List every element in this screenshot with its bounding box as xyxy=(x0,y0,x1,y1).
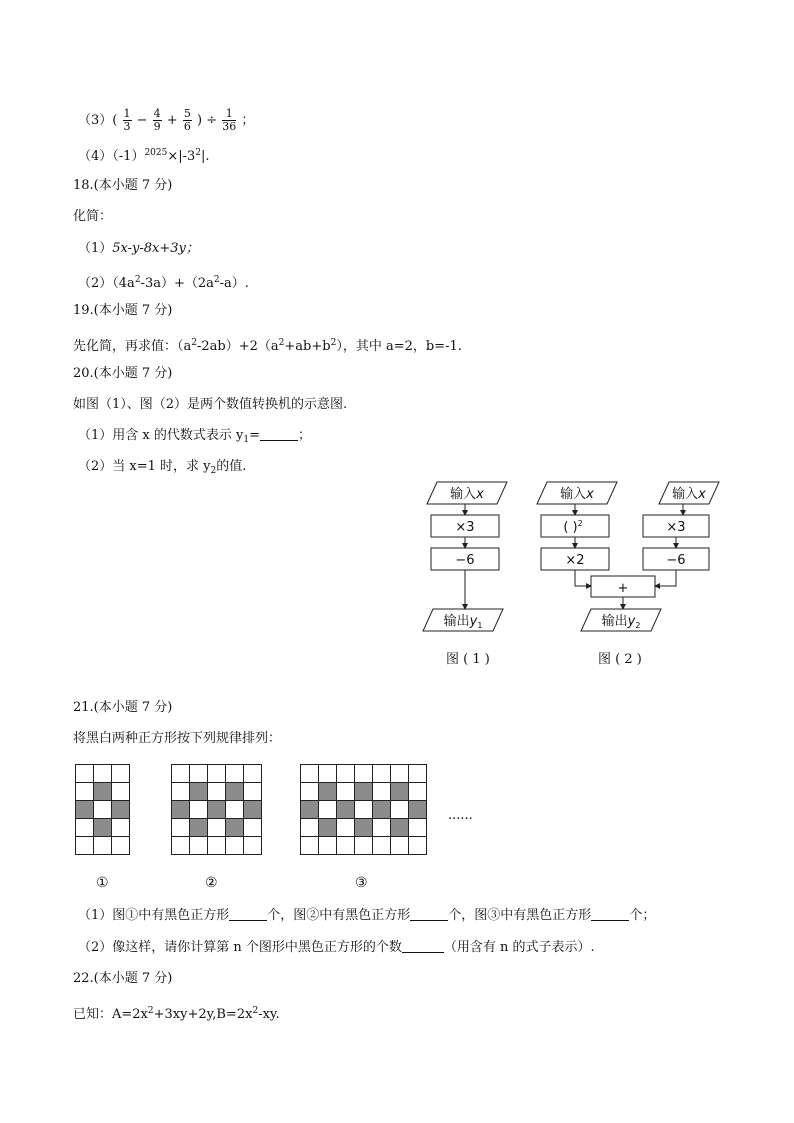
q22-heading: 22.(本小题 7 分) xyxy=(73,971,173,986)
punctuation: ； xyxy=(241,113,255,128)
answer-blank[interactable] xyxy=(402,940,444,953)
q21-intro: 将黑白两种正方形按下列规律排列： xyxy=(73,731,282,746)
part-label: （3） xyxy=(78,113,113,128)
pattern-2 xyxy=(171,764,262,855)
divide-sign: ÷ xyxy=(206,113,218,128)
pattern-3 xyxy=(300,764,427,855)
q18-heading: 18.(本小题 7 分) xyxy=(73,178,173,193)
fig1-caption: 图 ( 1 ) xyxy=(446,652,490,667)
q20-part1: （1）用含 x 的代数式表示 $y_1=$ ； xyxy=(78,428,312,445)
q21-part1: （1）图①中有黑色正方形 个，图②中有黑色正方形 个，图③中有黑色正方形 个； xyxy=(78,908,656,923)
fraction: $\frac{5}{6}$ xyxy=(183,107,191,133)
fig2-caption: 图 ( 2 ) xyxy=(598,652,642,667)
svg-text:+: + xyxy=(617,581,629,596)
svg-text:输入x: 输入x xyxy=(672,487,706,502)
q17-part4: $(4)(-1)^{2025}\times|-3^2|$. xyxy=(78,148,210,164)
fraction: $\frac{1}{36}$ xyxy=(222,107,237,133)
svg-text:输出y1: 输出$y_1$ xyxy=(443,614,483,630)
q18-instruction: 化简： xyxy=(73,209,113,224)
q18-part2: $(2)(4a^2-3a)+(2a^2-a)$. xyxy=(78,275,249,291)
q20-part2: （2）当 x=1 时，求 $y_2$的值. xyxy=(78,459,247,476)
svg-text:输出y2: 输出$y_2$ xyxy=(601,614,641,630)
answer-blank[interactable] xyxy=(229,908,267,921)
q19-text: 先化简，再求值：$(a^2-2ab)+2(a^2+ab+b^2)$，其中 a=2，b=-1. xyxy=(73,338,462,354)
ellipsis: ...... xyxy=(448,808,473,823)
conversion-machine-figures xyxy=(415,478,735,648)
pattern-1-label: ① xyxy=(96,875,109,891)
q22-text: 已知：$A=2x^2+3xy+2y,B=2x^2-xy$. xyxy=(73,1006,280,1022)
q18-part1: （1）5x-y-8x+3y； xyxy=(78,241,199,256)
q19-heading: 19.(本小题 7 分) xyxy=(73,303,173,318)
svg-text:( )2: ( )$^2$ xyxy=(563,519,583,535)
q20-intro: 如图（1）、图（2）是两个数值转换机的示意图. xyxy=(73,397,348,412)
q21-heading: 21.(本小题 7 分) xyxy=(73,700,173,715)
svg-text:−6: −6 xyxy=(666,553,686,568)
fraction: $\frac{1}{3}$ xyxy=(123,107,131,133)
svg-text:−6: −6 xyxy=(455,553,475,568)
q17-part3: （3）( $\frac{1}{3}$ − $\frac{4}{9}$ + $\frac{5}{6}$ ) ÷ $\frac{1}{36}$ ； xyxy=(78,107,255,133)
svg-text:×3: ×3 xyxy=(666,520,686,535)
q21-part2: （2）像这样，请你计算第 n 个图形中黑色正方形的个数 （用含有 n 的式子表示）. xyxy=(78,940,595,955)
pattern-2-label: ② xyxy=(205,875,218,891)
svg-text:×3: ×3 xyxy=(455,520,475,535)
pattern-1 xyxy=(75,764,130,855)
svg-text:×2: ×2 xyxy=(565,553,585,568)
answer-blank[interactable] xyxy=(410,908,448,921)
fraction: $\frac{4}{9}$ xyxy=(153,107,161,133)
answer-blank[interactable] xyxy=(260,428,298,441)
q20-heading: 20.(本小题 7 分) xyxy=(73,366,173,381)
pattern-3-label: ③ xyxy=(355,875,368,891)
svg-text:输入x: 输入x xyxy=(560,487,594,502)
answer-blank[interactable] xyxy=(591,908,629,921)
svg-text:输入x: 输入x xyxy=(450,487,484,502)
